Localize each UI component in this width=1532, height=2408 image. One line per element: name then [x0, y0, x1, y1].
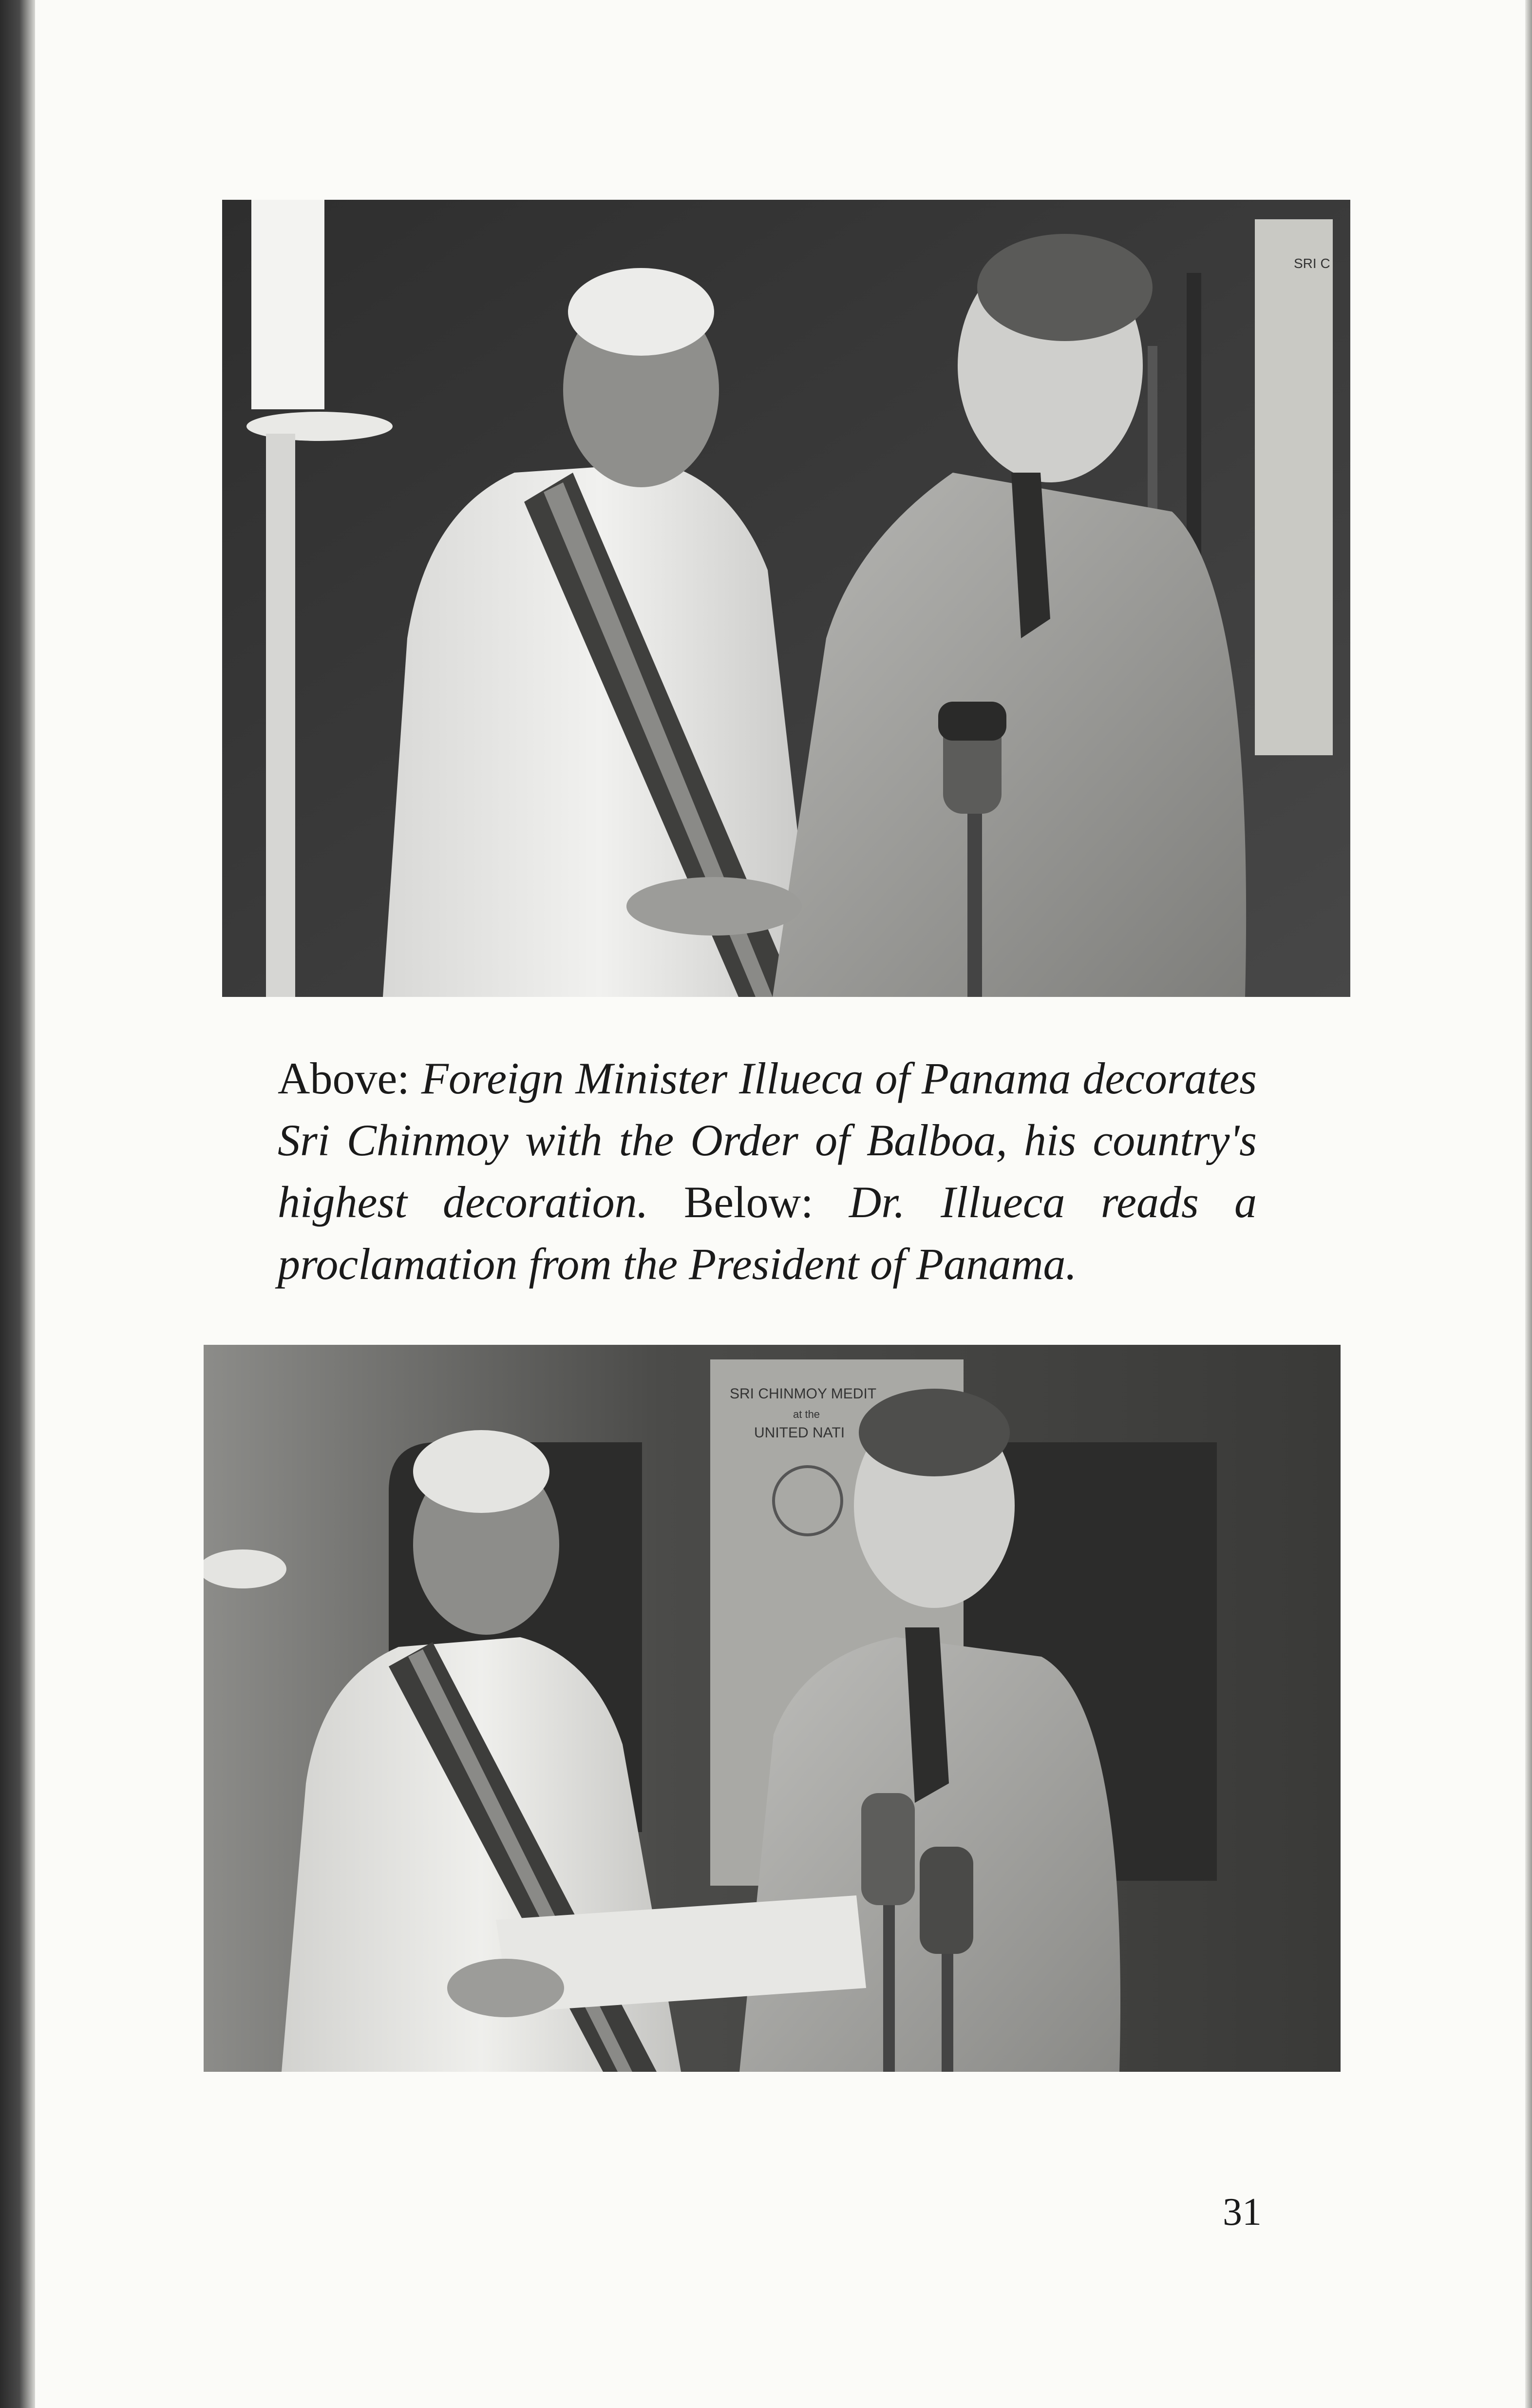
photo-top-image — [222, 200, 1350, 997]
page-number: 31 — [1223, 2191, 1262, 2234]
caption-above-text: Foreign Minister Illueca of Panama decorates Sri Chinmoy with the Order of Balboa, his country's highest decoration. — [278, 1053, 1257, 1227]
page-edge-shadow — [1525, 0, 1532, 2408]
top-sign-text: SRI C — [1294, 256, 1330, 271]
photo-bottom-image — [204, 1345, 1341, 2072]
photo-reading-proclamation — [204, 1345, 1341, 2072]
caption-below-label: Below: — [683, 1177, 813, 1227]
page-binding-shadow — [0, 0, 35, 2408]
bottom-sign-line1: SRI CHINMOY MEDIT — [730, 1386, 877, 1402]
caption-above-label: Above: — [278, 1053, 410, 1103]
caption-below-text: Dr. Illueca reads a proclamation from the President of Panama. — [278, 1177, 1257, 1289]
bottom-sign-line3: UNITED NATI — [754, 1425, 845, 1441]
photo-caption — [278, 1048, 1257, 1295]
photo-foreign-minister-decorates — [222, 200, 1350, 997]
bottom-sign-line2: at the — [793, 1408, 820, 1420]
